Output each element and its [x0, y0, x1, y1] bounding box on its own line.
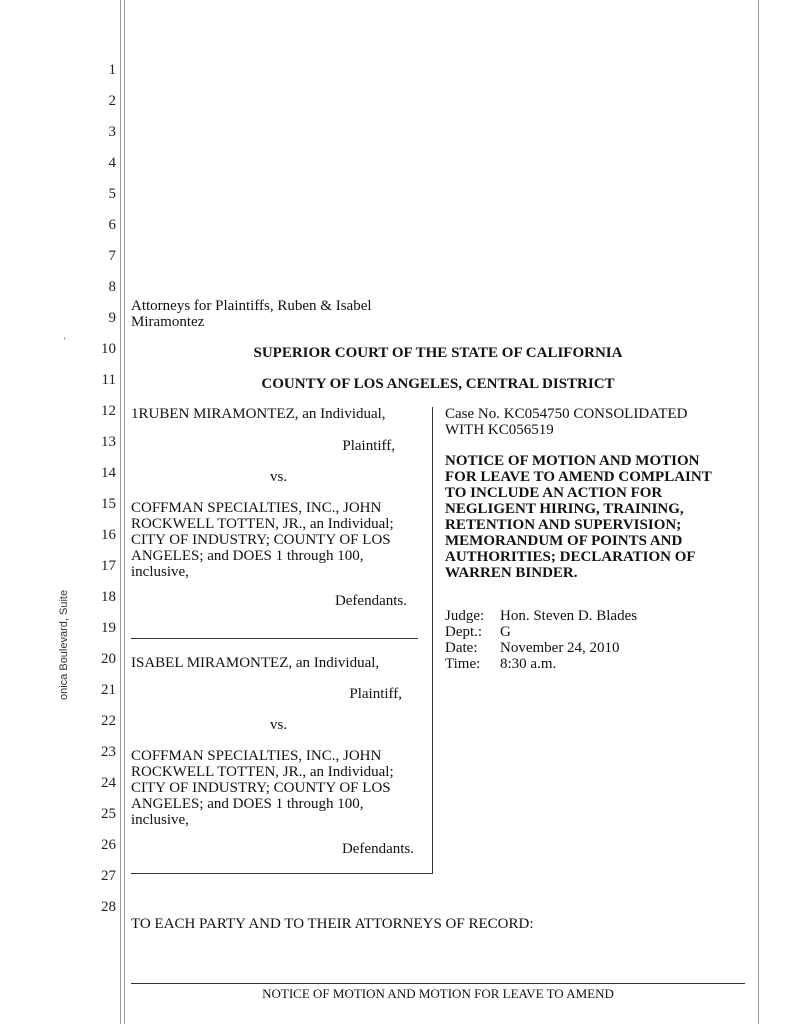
defendants-line: COFFMAN SPECIALTIES, INC., JOHN [131, 748, 382, 764]
line-number: 18 [101, 589, 116, 605]
line-number: 6 [108, 217, 116, 233]
case-title-line: NOTICE OF MOTION AND MOTION [445, 453, 700, 469]
line-number: 26 [101, 837, 116, 853]
hearing-label: Dept.: [445, 624, 483, 640]
sidebar-address-text: onica Boulevard, Suite [58, 589, 70, 700]
hearing-value: Hon. Steven D. Blades [500, 608, 638, 624]
attorneys-line-2: Miramontez [131, 314, 205, 330]
case-title-line: TO INCLUDE AN ACTION FOR [445, 485, 663, 501]
caption1-plaintiff: 1RUBEN MIRAMONTEZ, an Individual, [131, 406, 386, 422]
line-number: 8 [108, 279, 116, 295]
defendants-line: CITY OF INDUSTRY; COUNTY OF LOS [131, 532, 391, 548]
caption2-plaintiff: ISABEL MIRAMONTEZ, an Individual, [131, 655, 380, 671]
line-number: 1 [108, 62, 116, 78]
hearing-label: Time: [445, 656, 481, 672]
margin-rule-left-outer [120, 0, 121, 1024]
sidebar-mark: - [59, 337, 69, 340]
caption1-defendants [131, 500, 394, 580]
hearing-value: 8:30 a.m. [500, 656, 557, 672]
line-number: 13 [101, 434, 116, 450]
case-number-line: WITH KC056519 [445, 422, 554, 438]
caption1-vs: vs. [270, 469, 288, 485]
court-name: SUPERIOR COURT OF THE STATE OF CALIFORNIA [253, 345, 623, 361]
salutation: TO EACH PARTY AND TO THEIR ATTORNEYS OF RECORD: [131, 916, 534, 932]
case-title-line: AUTHORITIES; DECLARATION OF [445, 549, 696, 565]
defendants-line: COFFMAN SPECIALTIES, INC., JOHN [131, 500, 382, 516]
hearing-label: Judge: [445, 608, 485, 624]
line-number: 20 [101, 651, 116, 667]
line-number: 15 [101, 496, 116, 512]
defendants-line: inclusive, [131, 564, 189, 580]
line-number: 28 [101, 899, 116, 915]
caption1-plaintiff-role: Plaintiff, [342, 438, 395, 454]
case-title [445, 453, 712, 581]
line-number: 14 [101, 465, 116, 481]
defendants-line: ROCKWELL TOTTEN, JR., an Individual; [131, 516, 394, 532]
case-title-line: RETENTION AND SUPERVISION; [445, 517, 682, 533]
line-number: 25 [101, 806, 116, 822]
footer-rule [131, 983, 745, 984]
footer-title: NOTICE OF MOTION AND MOTION FOR LEAVE TO AMEND [262, 986, 614, 1001]
line-number: 11 [101, 372, 116, 388]
line-number: 16 [101, 527, 116, 543]
line-number: 9 [108, 310, 116, 326]
margin-rule-right [758, 0, 759, 1024]
margin-rule-left-inner [124, 0, 125, 1024]
defendants-line: CITY OF INDUSTRY; COUNTY OF LOS [131, 780, 391, 796]
line-number: 2 [108, 93, 116, 109]
hearing-value: November 24, 2010 [500, 640, 620, 656]
line-number: 21 [101, 682, 116, 698]
hearing-label: Date: [445, 640, 478, 656]
line-number: 12 [101, 403, 116, 419]
line-number: 5 [108, 186, 116, 202]
caption-vertical-rule [432, 407, 433, 874]
case-title-line: NEGLIGENT HIRING, TRAINING, [445, 501, 684, 517]
line-number: 24 [101, 775, 116, 791]
line-number: 7 [108, 248, 116, 264]
line-number: 10 [101, 341, 116, 357]
defendants-line: ROCKWELL TOTTEN, JR., an Individual; [131, 764, 394, 780]
caption2-defendants-role: Defendants. [341, 841, 414, 857]
defendants-line: ANGELES; and DOES 1 through 100, [131, 548, 364, 564]
hearing-value: G [500, 624, 511, 640]
line-number: 3 [108, 124, 116, 140]
caption1-defendants-role: Defendants. [334, 593, 407, 609]
defendants-line: inclusive, [131, 812, 189, 828]
caption2-vs: vs. [270, 717, 288, 733]
case-title-line: MEMORANDUM OF POINTS AND [445, 533, 683, 549]
line-number: 27 [101, 868, 116, 884]
case-number-line: Case No. KC054750 CONSOLIDATED [445, 406, 688, 422]
defendants-line: ANGELES; and DOES 1 through 100, [131, 796, 364, 812]
line-number: 19 [101, 620, 116, 636]
line-number: 4 [108, 155, 116, 171]
caption-bottom-rule [131, 873, 433, 874]
caption2-defendants [131, 748, 394, 828]
line-number: 23 [101, 744, 116, 760]
attorneys-line-1: Attorneys for Plaintiffs, Ruben & Isabel [131, 298, 372, 314]
court-district: COUNTY OF LOS ANGELES, CENTRAL DISTRICT [261, 376, 615, 392]
line-number: 22 [101, 713, 116, 729]
case-title-line: WARREN BINDER. [445, 565, 578, 581]
case-number [445, 406, 688, 438]
case-title-line: FOR LEAVE TO AMEND COMPLAINT [445, 469, 712, 485]
caption2-plaintiff-role: Plaintiff, [349, 686, 402, 702]
line-number: 17 [101, 558, 116, 574]
caption-divider [131, 638, 418, 639]
